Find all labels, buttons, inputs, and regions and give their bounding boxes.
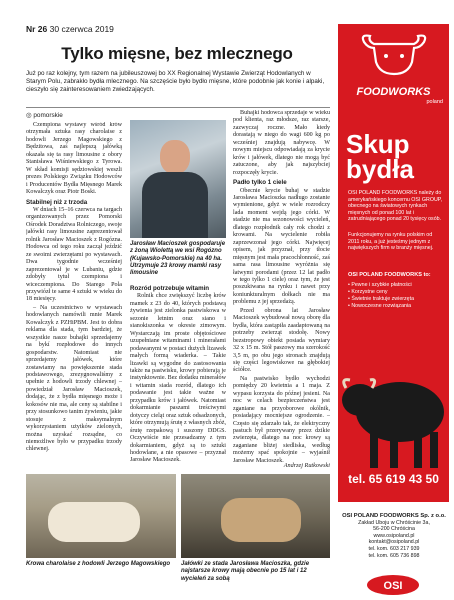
location-label: ◎ pomorskie (26, 112, 63, 119)
contact-email: kontakt@osipoland.pl (368, 539, 420, 546)
photo-caption-2: Krowa charolaise z hodowli Jerzego Magowskiego (26, 561, 171, 567)
section-heading: Rozród potrzebuje witamin (130, 285, 210, 292)
photo-farmer (130, 120, 226, 238)
ad-benefit-item: • Świetnie traktuje zwierzęta (348, 296, 444, 303)
contact-line: Zakład Uboju w Chróścinie 3a, (358, 519, 430, 526)
divider (26, 107, 330, 108)
ad-text-2: Funkcjonujemy na rynku polskim od 2011 roku, a już jesteśmy jednym z największych firm w branży mięsnej. (348, 232, 434, 252)
osi-logo-text: OSI (383, 580, 403, 592)
contact-company: OSI POLAND FOODWORKS Sp. z o.o. (342, 513, 446, 519)
article-column-1 (26, 122, 122, 462)
photo-caption-3: Jałówki ze stada Jarosława Macioszka, gdzie najstarsze krowy mają obecnie po 15 lat i 12 wycieleń za sobą (181, 561, 310, 582)
location-icon: ◎ (26, 112, 34, 119)
paragraph: W dniach 15–16 czerwca na targach organizowanych przez Pomorski Ośrodek Doradztwa Rolniczego, swoje jałówki rasy limousine zaprezentował rolnik Jarosław Macioszek z Rogózna. Hodowca od tego roku zaczął jeździć ze swoimi zwierzętami po wystawach. Dwa tygodnie wcześniej zaprezentował je w Lubaniu, gdzie zdobyły tytuł czempiona i wiceczempiona. Do Starego Pola przywiózł te same 4 sztuki w wieku do 18 miesięcy. (26, 206, 122, 303)
paragraph: Obecnie krycie buhaj w stadzie Jarosława Macioszka nadługo zostanie wymienione, gdyż w wiele rozrodczy lada moment wejdą jego córki. W stadzie nie ma sezonowości wycieleń, dlatego rozpłodnik cały rok chodzi z krowami. Na wycielenie robiła zaprzewzonał jego córki. Najwięcej opisem, jak przyznał, przy tłocie mięsnym jest mała pracochłonność, zaś sama rasa limousine wyróżnia się łatwymi porodami (przez 12 lat padło w tego tylko 1 ciele) oraz tym, że jest poszukiwana na rynku i nawet przy koniunkturalnym dołkach nie ma problemu z jej sprzedażą. (233, 187, 330, 306)
article-column-2 (130, 283, 226, 463)
paragraph: – Na uczestnictwo w wystawach hodowlanych namówili mnie Marek Kowalczyk z PZHiPBM. Jest to dobra reklama dla stada, tym bardziej, że wszystkie nasze buhajki sprzedajemy na bykí rozpłodowe do innych gospodarstw. Natomiast nie sprzedajemy jałówek, które zostawiamy na powiększenie stada podstawowego, zrezygnowaliśmy z upełnie z hodowli trzody chlewnej – powiedział Jarosław Macioszek, dodając, że z bydła mięsnego może i kokosów nie ma, ale ceny są stabilne i przy stosunkowo tanim żywieniu, jakie stosuje z maksymalnym wykorzystaniem użytków zielonych, można uzyskać rozsądne, co niemożliwe było w przypadku trzody chlewnej. (26, 304, 122, 453)
contact-phone: tel. kom. 605 736 898 (368, 552, 420, 559)
photo-person-body (142, 172, 208, 238)
page-header (26, 24, 326, 38)
contact-phone: tel. kom. 603 217 939 (368, 545, 420, 552)
ad-benefit-item: • Nowoczesne rozwiązania (348, 303, 444, 310)
issue-number: Nr 26 (26, 24, 48, 34)
ad-phone: tel. 65 619 43 50 (348, 472, 439, 486)
paragraph: Przed obrona lat Jarosław Macioszek wybudował nową oborę dla bydła, która zastąpiła zaadaptowaną na potrzeby zwierząt stodołę. Nowy bezstropowy obiekt posiada wymiary 32 x 15 m. Stół paszowy ma szerokość 3,5 m, po obu jego stronach znajdują się części legowiskowe na głębokiej ściółce. (233, 307, 330, 374)
photo-cow-shape (48, 502, 140, 542)
section-heading: Stabilnej niż z trzoda (26, 198, 88, 206)
contact-website: www.osipoland.pl (373, 532, 415, 539)
paragraph: Czempiona wystawy wśród krów otrzymała sztuka rasy charolaise z hodowli Jerzego Magowskiego z Będzitowa, zaś najlepszą jałówką okazała się ta rasy limousine z obory Stanisława Wiśniewskiego z Tyrowa. W skład komisji sędziowskiej weszli prezes Polskiego Związku Hodowców i Producentów Bydła Mięsnego Marek Kowalczyk oraz Piotr Boski. (26, 122, 122, 196)
ad-benefit-item: • Korzystne ceny (348, 289, 444, 296)
ad-brand-sub: poland (426, 99, 443, 105)
paragraph: Na pastwisko bydło wychodzi pomiędzy 20 kwietnia a 1 maja. Z wypasu korzysta do późnej jesieni. Na noc w celach bezpieczeństwa jest zganiane na przyoborowe okólnik, posiadający mocniejsze ogrodzenie. – Często się zdarzało tak, że elektryczny pastuch był przerywany przez dzikie zwierzęta, dlatego na noc krowy są zaganiane bliżej siedliska, według możemy spać spokojnie – wyjaśnił Jarosław Macioszek. (233, 375, 330, 462)
section-heading: Padło tylko 1 ciele (233, 179, 287, 187)
ad-list-title: OSI POLAND FOODWORKS to: (348, 272, 431, 278)
ad-headline: Skup bydła (346, 129, 414, 184)
article-title: Tylko mięsne, bez mlecznego (61, 44, 293, 63)
paragraph: Rolnik chce zwiększyć liczbę krów mamek z 23 do 40, których podstawą żywienia jest zielonka pastwiskowa w sezonie letnim oraz siano i sianokiszonka w okresie zimowym. Wystarczają im proste objętościowe uzupełniane witaminami i minerałami podawanymi w postaci dużych lizawek małych formą wiaderka. – Takie lizawki są wygodne do zastosowania także na pastwisku, krowy pobierają je instynktownie. Bez dodatku minerałów i witamin siada rozród, dlatego ich podawanie jest takie ważne w przypadku krów i jałówek. Natomiast dokarmianie paszami treściwymi dotyczy cieląt oraz sztuk odsadzonych, które otrzymują śrutę z własnych zbóż, śrutę rzepakową i suszony DDGS. Oczywiście nie przesadzamy z tym dokarmianiem, gdyż są to sztuki hodowlane, a nie opasowe – przyznał Jarosław Macioszek. (130, 293, 226, 463)
advertisement (338, 24, 449, 502)
author-signature: Andrzej Rutkowski (283, 462, 330, 469)
photo-heifers (181, 474, 330, 558)
article-lead: Już po raz kolejny, tym razem na jubileuszowej bo XX Regionalnej Wystawie Zwierząt Hodowlanych w Starym Polu, zabrakło bydła mlecznego. Na szczęście było bydło mięsne, które podobnie jak konie i alpaki, cieszyło się zainteresowaniem zwiedzających. (26, 70, 325, 93)
photo-person-head (160, 140, 190, 174)
contact-line: 56-200 Chróścina (373, 526, 415, 533)
advertiser-contact (340, 513, 448, 559)
ad-brand: FOODWORKS (356, 86, 431, 98)
bull-photo-icon (338, 342, 449, 472)
paragraph: Buhajki hodowca sprzedaje w wieku pod klienta, raz młodsze, raz starsze, zazwyczaj roczne. Mało kiedy dorastają w niego do wagi 600 kg po wcześniej znajdują nabywcę. W nowym miejscu odpowiadają za krycie krów i jałówek, dlatego nie mogą być zatuczone, aby jak najszybciej rozpoczęły krycie. (233, 110, 330, 176)
ad-benefits-list (348, 282, 444, 310)
photo-cow-charolaise (26, 474, 176, 558)
article-column-3 (233, 110, 330, 462)
issue-date: 30 czerwca 2019 (49, 24, 114, 34)
photo-heifer-shape (221, 498, 301, 542)
osi-logo-icon (366, 574, 420, 596)
ad-text-1: OSI POLAND FOODWORKS należy do amerykańskiego koncernu OSI GROUP, obecnego na światowych rynkach mięsnych od ponad 100 lat i zatrudniającego ponad 20 tysięcy osób. (348, 190, 443, 223)
photo-caption-1: Jarosław Macioszek gospodaruje z żoną Wiolettą we wsi Rogózno (Kujawsko-Pomorskie) na 40 ha. Utrzymuje 23 krowy mamki rasy limousine (130, 241, 226, 277)
ad-benefit-item: • Pewne i szybkie płatności (348, 282, 444, 289)
bull-logo-icon (358, 32, 430, 78)
